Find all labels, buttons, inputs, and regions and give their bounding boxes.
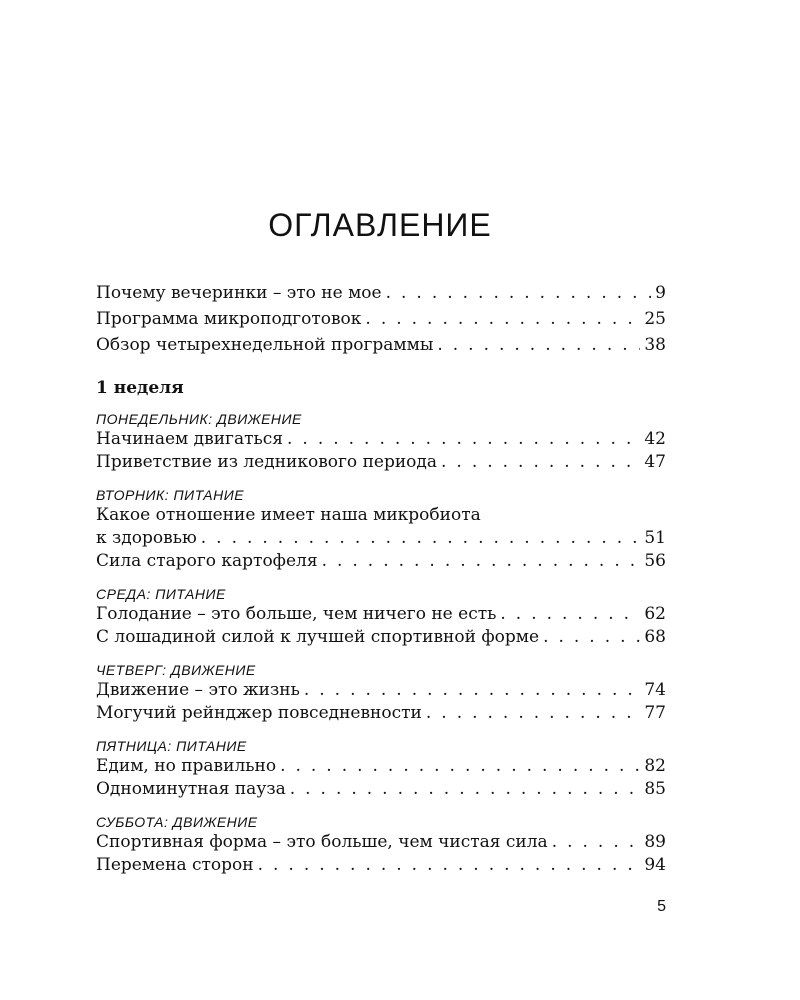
toc-entry-label: Могучий рейнджер повседневности bbox=[96, 703, 422, 723]
day-label: СУББОТА: ДВИЖЕНИЕ bbox=[96, 814, 258, 830]
dot-leader bbox=[365, 306, 640, 332]
dot-leader bbox=[386, 280, 652, 306]
toc-entry-page: 94 bbox=[644, 855, 666, 875]
toc-entry-label: к здоровью bbox=[96, 528, 197, 548]
toc-entry-page: 82 bbox=[644, 756, 666, 776]
page-title: ОГЛАВЛЕНИЕ bbox=[268, 207, 492, 243]
dot-leader bbox=[304, 679, 641, 702]
toc-entry-page: 62 bbox=[644, 604, 666, 624]
page-number: 5 bbox=[657, 898, 666, 915]
toc-entry-page: 42 bbox=[644, 429, 666, 449]
toc-entry-label: Одноминутная пауза bbox=[96, 779, 286, 799]
toc-entry-label: Голодание – это больше, чем ничего не есть bbox=[96, 604, 497, 624]
toc-entry-page: 68 bbox=[644, 627, 666, 647]
toc-entry-label: Движение – это жизнь bbox=[96, 680, 300, 700]
toc-entry-page: 89 bbox=[644, 832, 666, 852]
week-heading: 1 неделя bbox=[96, 378, 184, 398]
dot-leader bbox=[552, 831, 641, 854]
toc-entry[interactable] bbox=[96, 755, 666, 778]
toc-entry[interactable] bbox=[96, 831, 666, 854]
toc-entry-label: Обзор четырехнедельной программы bbox=[96, 335, 434, 355]
toc-entry-label: Начинаем двигаться bbox=[96, 429, 283, 449]
toc-entry[interactable] bbox=[96, 854, 666, 877]
toc-entry[interactable] bbox=[96, 702, 666, 725]
dot-leader bbox=[287, 428, 640, 451]
toc-entry-label: Приветствие из ледникового периода bbox=[96, 452, 438, 472]
toc-entry[interactable] bbox=[96, 280, 666, 306]
toc-entry[interactable] bbox=[96, 603, 666, 626]
toc-entry-label-line1: Какое отношение имеет наша микробиота bbox=[96, 505, 481, 525]
toc-entry-label: Едим, но правильно bbox=[96, 756, 277, 776]
toc-entry[interactable] bbox=[96, 451, 666, 474]
toc-entry[interactable] bbox=[96, 778, 666, 801]
toc-entry[interactable] bbox=[96, 332, 666, 358]
dot-leader bbox=[441, 451, 640, 474]
toc-entry-page: 47 bbox=[644, 452, 666, 472]
toc-entry-page: 85 bbox=[644, 779, 666, 799]
toc-entry-label: С лошадиной силой к лучшей спортивной форме bbox=[96, 627, 540, 647]
day-label: ПЯТНИЦА: ПИТАНИЕ bbox=[96, 738, 247, 754]
day-label: ВТОРНИК: ПИТАНИЕ bbox=[96, 487, 245, 503]
toc-entry[interactable] bbox=[96, 626, 666, 649]
dot-leader bbox=[290, 778, 641, 801]
toc-entry[interactable] bbox=[96, 550, 666, 573]
toc-entry-page: 74 bbox=[644, 680, 666, 700]
toc-entry[interactable] bbox=[96, 306, 666, 332]
table-of-contents bbox=[96, 280, 666, 877]
dot-leader bbox=[500, 603, 640, 626]
dot-leader bbox=[322, 550, 641, 573]
toc-entry-label: Программа микроподготовок bbox=[96, 309, 362, 329]
toc-entry-label: Почему вечеринки – это не мое bbox=[96, 283, 382, 303]
toc-entry-label: Перемена сторон bbox=[96, 855, 254, 875]
dot-leader bbox=[201, 527, 641, 550]
toc-entry-label: Спортивная форма – это больше, чем чистая сила bbox=[96, 832, 548, 852]
day-label: ЧЕТВЕРГ: ДВИЖЕНИЕ bbox=[96, 662, 256, 678]
dot-leader bbox=[280, 755, 640, 778]
intro-section bbox=[96, 280, 666, 358]
dot-leader bbox=[437, 332, 640, 358]
toc-entry-page: 25 bbox=[644, 309, 666, 329]
toc-entry[interactable] bbox=[96, 504, 666, 550]
toc-entry-page: 77 bbox=[644, 703, 666, 723]
dot-leader bbox=[543, 626, 640, 649]
toc-entry-page: 9 bbox=[655, 283, 666, 303]
toc-entry-label: Сила старого картофеля bbox=[96, 551, 318, 571]
dot-leader bbox=[258, 854, 641, 877]
toc-entry-page: 51 bbox=[644, 528, 666, 548]
toc-entry-page: 56 bbox=[644, 551, 666, 571]
day-label: СРЕДА: ПИТАНИЕ bbox=[96, 586, 226, 602]
day-label: ПОНЕДЕЛЬНИК: ДВИЖЕНИЕ bbox=[96, 411, 302, 427]
toc-entry-page: 38 bbox=[644, 335, 666, 355]
dot-leader bbox=[426, 702, 640, 725]
toc-entry[interactable] bbox=[96, 428, 666, 451]
toc-entry[interactable] bbox=[96, 679, 666, 702]
